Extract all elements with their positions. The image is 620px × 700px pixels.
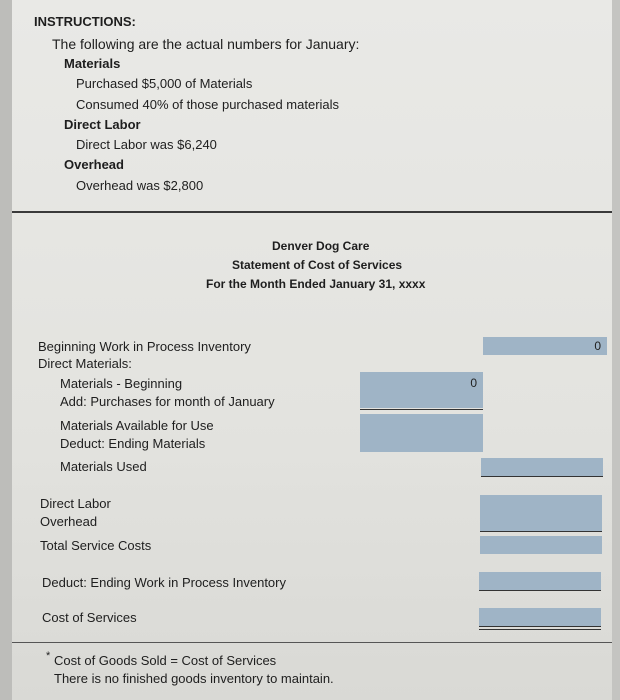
beginning-wip-cell[interactable] (483, 337, 607, 355)
row-cost-of-services: Cost of Services (42, 610, 137, 625)
row-direct-labor: Direct Labor (40, 496, 111, 511)
row-ending-wip: Deduct: Ending Work in Process Inventory (42, 575, 286, 590)
row-purchases: Add: Purchases for month of January (60, 394, 275, 409)
overhead-heading: Overhead (64, 157, 124, 172)
cost-of-services-underline-1 (479, 626, 601, 627)
note-asterisk: * (46, 650, 51, 662)
total-service-costs-cell[interactable] (480, 536, 602, 554)
materials-used-underline (481, 476, 603, 477)
row-direct-materials: Direct Materials: (38, 356, 132, 371)
row-overhead: Overhead (40, 514, 98, 529)
company-name: Denver Dog Care (272, 239, 370, 253)
materials-beginning-cell[interactable] (360, 372, 483, 408)
row-materials-available: Materials Available for Use (60, 418, 214, 433)
cost-of-services-cell[interactable] (479, 608, 601, 626)
statement-period: For the Month Ended January 31, xxxx (206, 277, 426, 291)
note-cogs: Cost of Goods Sold = Cost of Services (54, 653, 277, 668)
row-beginning-wip: Beginning Work in Process Inventory (38, 339, 251, 354)
instructions-intro: The following are the actual numbers for January: (52, 36, 360, 52)
row-total-service-costs: Total Service Costs (40, 538, 152, 553)
statement-title: Statement of Cost of Services (232, 258, 403, 272)
materials-available-cell[interactable] (360, 414, 483, 452)
row-ending-materials: Deduct: Ending Materials (60, 436, 206, 451)
materials-heading: Materials (64, 56, 121, 71)
materials-purchased: Purchased $5,000 of Materials (76, 76, 253, 91)
row-materials-beginning: Materials - Beginning (60, 376, 183, 391)
page-edge-right (612, 0, 620, 700)
materials-used-cell[interactable] (481, 458, 603, 476)
instructions-heading: INSTRUCTIONS: (34, 14, 136, 29)
beginning-wip-value: 0 (594, 339, 601, 353)
labor-heading: Direct Labor (64, 117, 141, 132)
row-materials-used: Materials Used (60, 459, 147, 474)
labor-line: Direct Labor was $6,240 (76, 137, 217, 152)
ending-wip-cell[interactable] (479, 572, 601, 590)
section-divider (12, 211, 612, 213)
materials-beginning-value: 0 (470, 376, 477, 390)
cost-of-services-underline-2 (479, 629, 601, 630)
overhead-line: Overhead was $2,800 (76, 178, 204, 193)
overhead-underline (480, 531, 602, 532)
labor-overhead-cell[interactable] (480, 495, 602, 531)
ending-wip-underline (479, 590, 601, 591)
materials-consumed: Consumed 40% of those purchased materials (76, 97, 340, 112)
notes-divider (12, 642, 612, 643)
note-no-finished-goods: There is no finished goods inventory to maintain. (54, 671, 334, 686)
page-edge-left (0, 0, 12, 700)
purchases-underline (360, 409, 483, 410)
